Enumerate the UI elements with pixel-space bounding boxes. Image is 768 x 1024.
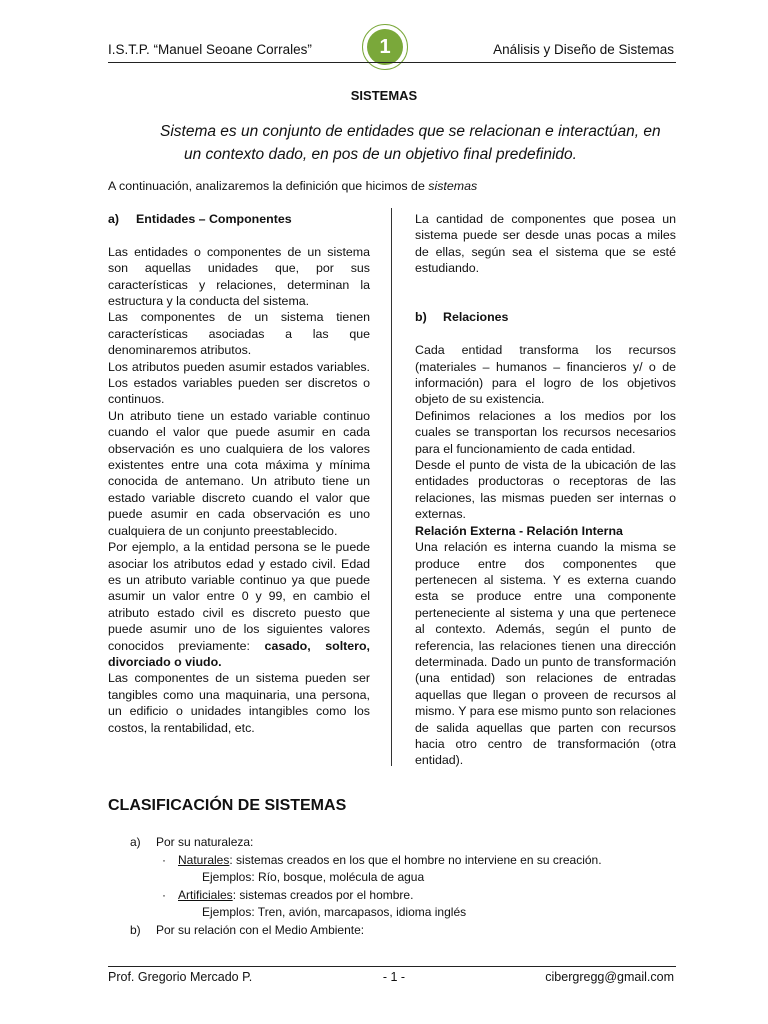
paragraph: Desde el punto de vista de la ubicación de las entidades productoras o receptoras de las relaciones, las mismas pueden ser internas o externas. (415, 458, 676, 522)
example-line: Ejemplos: Río, bosque, molécula de agua (202, 870, 425, 884)
section-b-heading (415, 309, 676, 325)
item-label: b) (130, 922, 141, 937)
right-column (415, 211, 676, 769)
bullet-icon: · (162, 887, 166, 902)
paragraph: Un atributo tiene un estado variable continuo cuando el valor que puede asumir en cada observación es uno cualquiera de los valores existentes entre una cota máxima y mínima conocida de antemano. Un atributo tiene un estado variable discreto cuando el valor que puede asumir en cada observación es uno cualquiera de un conjunto preestablecido. (108, 408, 370, 538)
paragraph (108, 539, 370, 670)
example-line: Ejemplos: Tren, avión, marcapasos, idioma inglés (202, 905, 467, 919)
paragraph: Las componentes de un sistema tienen características asociadas a las que denominaremos atributos. (108, 310, 370, 358)
classification-title: CLASIFICACIÓN DE SISTEMAS (108, 797, 347, 814)
subitem-term: Naturales (178, 852, 230, 867)
page-number-badge (362, 24, 408, 70)
column-divider (391, 208, 392, 766)
footer-rule (108, 966, 676, 967)
badge-number: 1 (367, 29, 403, 65)
footer-page-number: - 1 - (382, 970, 406, 984)
classification-list (130, 834, 690, 939)
footer-author: Prof. Gregorio Mercado P. (108, 970, 253, 984)
subheading: Relación Externa - Relación Interna (415, 523, 623, 538)
footer-email: cibergregg@gmail.com (545, 970, 674, 984)
lead-emphasis: sistemas (428, 179, 478, 193)
left-column (108, 211, 370, 736)
lead-text: A continuación, analizaremos la definición que hicimos de (108, 179, 429, 193)
section-b-title: Relaciones (443, 310, 509, 325)
item-label: a) (130, 835, 141, 849)
paragraph: Definimos relaciones a los medios por los cuales se transportan los recursos necesarios para el funcionamiento de cada entidad. (415, 408, 676, 456)
bullet-icon: · (162, 852, 166, 867)
section-a-heading (108, 211, 370, 227)
header-left: I.S.T.P. “Manuel Seoane Corrales” (108, 42, 312, 57)
paragraph: Cada entidad transforma los recursos (materiales – humanos – financieros y/ o de información) para el logro de los objetivos objeto de su existencia. (415, 343, 676, 407)
paragraph: Las entidades o componentes de un sistema son aquellas unidades que, por sus características y relaciones, determinan la estructura y la conducta del sistema. (108, 244, 370, 309)
intro-line-1: Sistema es un conjunto de entidades que se relacionan e interactúan, en (160, 123, 661, 140)
subitem-term: Artificiales (178, 887, 233, 902)
lead-sentence (108, 179, 477, 193)
paragraph: Los atributos pueden asumir estados variables. Los estados variables pueden ser discretos o continuos. (108, 359, 370, 407)
paragraph: Las componentes de un sistema pueden ser tangibles como una maquinaria, una persona, un edificio o unidades intangibles como los costos, la rentabilidad, etc. (108, 671, 370, 735)
paragraph: La cantidad de componentes que posea un sistema puede ser desde unas pocas a miles de ellas, según sea el sistema que se esté estudiando. (415, 212, 676, 276)
list-subitem (130, 887, 690, 905)
item-text: Por su naturaleza: (156, 835, 254, 849)
section-a-label: a) (108, 212, 120, 226)
subitem-desc: : sistemas creados en los que el hombre no interviene en su creación. (229, 852, 602, 867)
section-b-label: b) (415, 310, 427, 325)
intro-definition (160, 120, 680, 166)
list-item (130, 834, 690, 852)
paragraph-bold: casado, soltero, divorciado o viudo. (108, 638, 371, 669)
page-title: SISTEMAS (350, 88, 418, 103)
section-a-title: Entidades – Componentes (136, 212, 292, 226)
paragraph: Una relación es interna cuando la misma se produce entre dos componentes que pertenecen al sistema. Y es externa cuando esta se produce entre una componente perteneciente al sistema y una que pertenece al contexto. Además, según el punto de referencia, las relaciones tienen una dirección determinada. Dado un punto de transformación (una entidad) son relaciones de entradas aquellas que llegan o proveen de recursos al mismo. Y para ese mismo punto son relaciones de salida aquellas que parten con recursos hacia otro centro de transformación (otra entidad). (415, 540, 676, 768)
header-rule (108, 62, 676, 63)
item-text: Por su relación con el Medio Ambiente: (156, 922, 365, 937)
paragraph-text: Por ejemplo, a la entidad persona se le puede asociar los atributos edad y estado civil. Edad es un atributo variable continuo ya que puede asumir un valor entre 0 y 99, en cambio el atributo estado civil es discreto puesto que puede asumir uno de los siguientes valores conocidos previamente: (108, 540, 370, 653)
intro-line-2: un contexto dado, en pos de un objetivo final predefinido. (184, 146, 577, 163)
subitem-desc: : sistemas creados por el hombre. (232, 887, 414, 902)
list-subitem (130, 852, 690, 870)
list-item (130, 922, 690, 940)
header-right: Análisis y Diseño de Sistemas (493, 42, 674, 57)
